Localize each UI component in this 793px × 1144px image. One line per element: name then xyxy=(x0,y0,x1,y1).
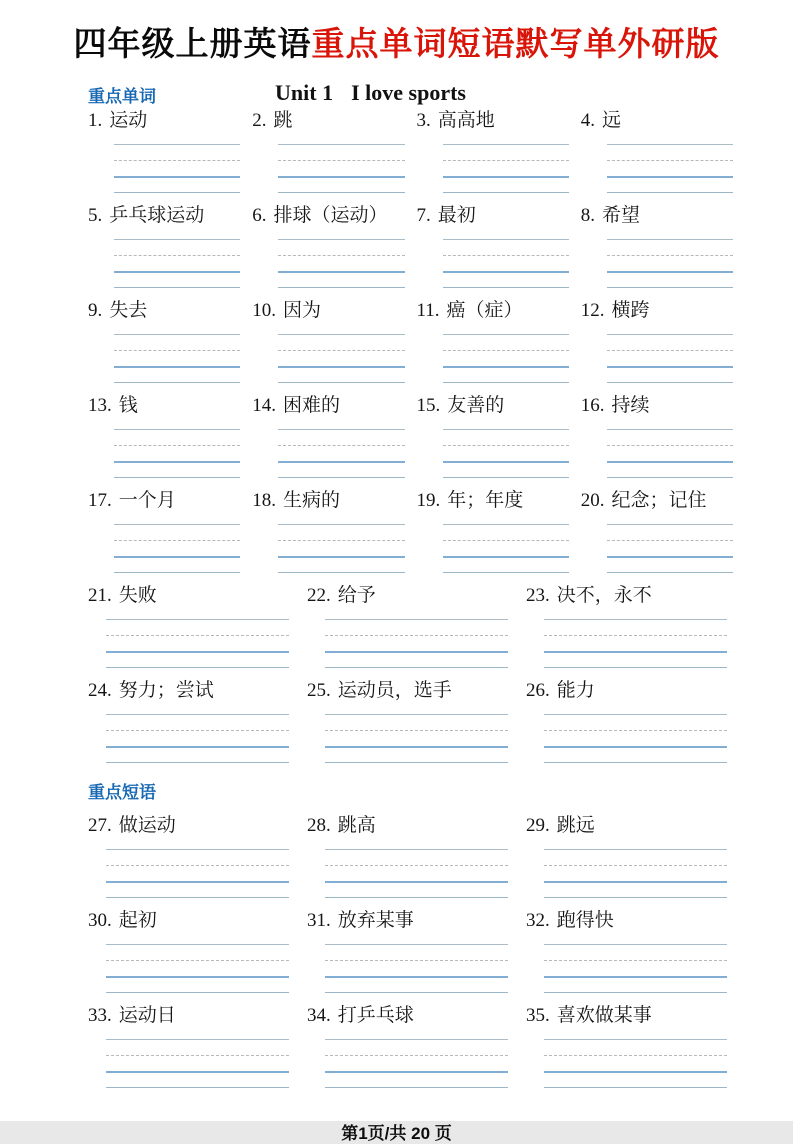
item-text: 运动员，选手 xyxy=(337,680,452,701)
word-item xyxy=(88,393,252,478)
writing-lines xyxy=(544,1039,727,1088)
item-text: 做运动 xyxy=(118,815,176,836)
item-number: 30. xyxy=(88,910,112,931)
writing-lines xyxy=(443,429,569,478)
word-item xyxy=(417,108,581,193)
item-text: 钱 xyxy=(118,395,138,416)
item-number: 28. xyxy=(307,815,331,836)
writing-lines xyxy=(114,334,240,383)
word-item xyxy=(252,488,416,573)
item-text: 失败 xyxy=(118,585,157,606)
writing-lines xyxy=(106,1039,289,1088)
writing-lines xyxy=(607,524,733,573)
phrase-item xyxy=(307,813,526,898)
item-number: 9. xyxy=(88,300,103,321)
item-number: 14. xyxy=(252,395,276,416)
words-grid-row-4 xyxy=(0,393,793,488)
item-number: 23. xyxy=(526,585,550,606)
item-number: 2. xyxy=(252,110,267,131)
writing-lines xyxy=(544,849,727,898)
writing-lines xyxy=(544,944,727,993)
item-text: 跳高 xyxy=(337,815,376,836)
phrase-item xyxy=(88,908,307,993)
writing-lines xyxy=(106,849,289,898)
item-text: 打乒乓球 xyxy=(337,1005,414,1026)
item-text: 喜欢做某事 xyxy=(556,1005,652,1026)
item-number: 26. xyxy=(526,680,550,701)
writing-lines xyxy=(325,849,508,898)
phrase-item xyxy=(526,1003,745,1088)
item-text: 能力 xyxy=(556,680,595,701)
word-item xyxy=(417,488,581,573)
word-item xyxy=(252,203,416,288)
words-grid-row-5 xyxy=(0,488,793,583)
item-text: 最初 xyxy=(437,205,476,226)
writing-lines xyxy=(443,239,569,288)
item-text: 努力；尝试 xyxy=(118,680,214,701)
item-text: 持续 xyxy=(611,395,650,416)
item-text: 困难的 xyxy=(283,395,341,416)
item-text: 生病的 xyxy=(283,490,341,511)
writing-lines xyxy=(106,619,289,668)
phrase-item xyxy=(88,1003,307,1088)
writing-lines xyxy=(114,144,240,193)
phrase-item xyxy=(307,908,526,993)
item-text: 给予 xyxy=(337,585,376,606)
item-text: 跑得快 xyxy=(556,910,614,931)
writing-lines xyxy=(106,714,289,763)
item-number: 33. xyxy=(88,1005,112,1026)
item-number: 25. xyxy=(307,680,331,701)
writing-lines xyxy=(607,429,733,478)
item-number: 13. xyxy=(88,395,112,416)
writing-lines xyxy=(325,619,508,668)
item-text: 失去 xyxy=(109,300,148,321)
item-text: 放弃某事 xyxy=(337,910,414,931)
word-item xyxy=(581,203,745,288)
word-item xyxy=(417,393,581,478)
item-number: 7. xyxy=(416,205,431,226)
item-number: 19. xyxy=(416,490,441,511)
writing-lines xyxy=(114,524,240,573)
word-item xyxy=(581,298,745,383)
writing-lines xyxy=(114,239,240,288)
phrases-section-label: 重点短语 xyxy=(88,783,156,802)
word-item xyxy=(526,583,745,668)
item-number: 32. xyxy=(526,910,550,931)
phrases-grid-row-2 xyxy=(0,908,793,1003)
item-number: 20. xyxy=(580,490,605,511)
item-number: 21. xyxy=(88,585,112,606)
word-item xyxy=(252,298,416,383)
phrase-item xyxy=(526,813,745,898)
item-number: 18. xyxy=(252,490,276,511)
item-text: 运动 xyxy=(109,110,148,131)
writing-lines xyxy=(443,334,569,383)
header-row xyxy=(0,80,793,108)
writing-lines xyxy=(607,144,733,193)
words-grid-row-7 xyxy=(0,678,793,773)
item-text: 友善的 xyxy=(447,395,505,416)
word-item xyxy=(88,298,252,383)
item-text: 癌（症） xyxy=(446,300,523,321)
words-section-label: 重点单词 xyxy=(88,87,156,106)
item-text: 年；年度 xyxy=(447,490,524,511)
word-item xyxy=(88,203,252,288)
word-item xyxy=(581,393,745,478)
words-grid-row-6 xyxy=(0,583,793,678)
item-number: 5. xyxy=(88,205,103,226)
writing-lines xyxy=(114,429,240,478)
word-item xyxy=(307,678,526,763)
writing-lines xyxy=(544,619,727,668)
word-item xyxy=(417,298,581,383)
writing-lines xyxy=(443,524,569,573)
item-text: 高高地 xyxy=(437,110,495,131)
writing-lines xyxy=(278,144,404,193)
word-item xyxy=(252,393,416,478)
word-item xyxy=(252,108,416,193)
item-text: 排球（运动） xyxy=(273,205,388,226)
page-title-black: 四年级上册英语 xyxy=(73,25,312,62)
word-item xyxy=(307,583,526,668)
item-text: 乒乓球运动 xyxy=(109,205,205,226)
item-number: 22. xyxy=(307,585,331,606)
word-item xyxy=(88,583,307,668)
item-number: 11. xyxy=(416,300,440,321)
page-title xyxy=(0,0,793,64)
writing-lines xyxy=(443,144,569,193)
item-number: 34. xyxy=(307,1005,331,1026)
writing-lines xyxy=(325,944,508,993)
item-number: 15. xyxy=(416,395,441,416)
word-item xyxy=(581,108,745,193)
unit-number: Unit 1 xyxy=(275,80,334,105)
item-text: 远 xyxy=(602,110,622,131)
word-item xyxy=(88,678,307,763)
item-text: 因为 xyxy=(283,300,322,321)
words-grid-row-3 xyxy=(0,298,793,393)
writing-lines xyxy=(106,944,289,993)
unit-name: I love sports xyxy=(351,80,466,105)
writing-lines xyxy=(278,524,404,573)
writing-lines xyxy=(325,714,508,763)
item-text: 跳远 xyxy=(556,815,595,836)
item-text: 运动日 xyxy=(118,1005,176,1026)
phrases-label-row xyxy=(88,781,793,805)
item-text: 横跨 xyxy=(611,300,650,321)
word-item xyxy=(88,488,252,573)
item-text: 跳 xyxy=(273,110,293,131)
item-number: 6. xyxy=(252,205,267,226)
item-text: 纪念；记住 xyxy=(611,490,707,511)
writing-lines xyxy=(544,714,727,763)
words-grid-row-1 xyxy=(0,108,793,203)
item-number: 3. xyxy=(416,110,431,131)
item-number: 1. xyxy=(88,110,103,131)
word-item xyxy=(581,488,745,573)
item-number: 35. xyxy=(526,1005,550,1026)
writing-lines xyxy=(278,429,404,478)
words-grid-row-2 xyxy=(0,203,793,298)
writing-lines xyxy=(607,239,733,288)
item-number: 4. xyxy=(580,110,595,131)
unit-heading xyxy=(0,80,767,106)
writing-lines xyxy=(607,334,733,383)
phrase-item xyxy=(88,813,307,898)
writing-lines xyxy=(325,1039,508,1088)
item-number: 12. xyxy=(580,300,605,321)
page-title-red: 重点单词短语默写单外研版 xyxy=(311,25,720,62)
writing-lines xyxy=(278,239,404,288)
item-number: 8. xyxy=(580,205,595,226)
item-number: 24. xyxy=(88,680,112,701)
phrases-grid-row-3 xyxy=(0,1003,793,1098)
word-item xyxy=(417,203,581,288)
item-number: 17. xyxy=(88,490,112,511)
phrases-grid-row-1 xyxy=(0,813,793,908)
item-text: 起初 xyxy=(118,910,157,931)
item-text: 决不，永不 xyxy=(556,585,652,606)
item-number: 29. xyxy=(526,815,550,836)
writing-lines xyxy=(278,334,404,383)
phrase-item xyxy=(526,908,745,993)
page-number: 第1页/共 20 页 xyxy=(341,1124,452,1143)
phrase-item xyxy=(307,1003,526,1088)
item-number: 16. xyxy=(580,395,605,416)
word-item xyxy=(526,678,745,763)
word-item xyxy=(88,108,252,193)
item-text: 希望 xyxy=(602,205,641,226)
item-number: 31. xyxy=(307,910,331,931)
item-number: 10. xyxy=(252,300,276,321)
item-number: 27. xyxy=(88,815,112,836)
item-text: 一个月 xyxy=(118,490,176,511)
